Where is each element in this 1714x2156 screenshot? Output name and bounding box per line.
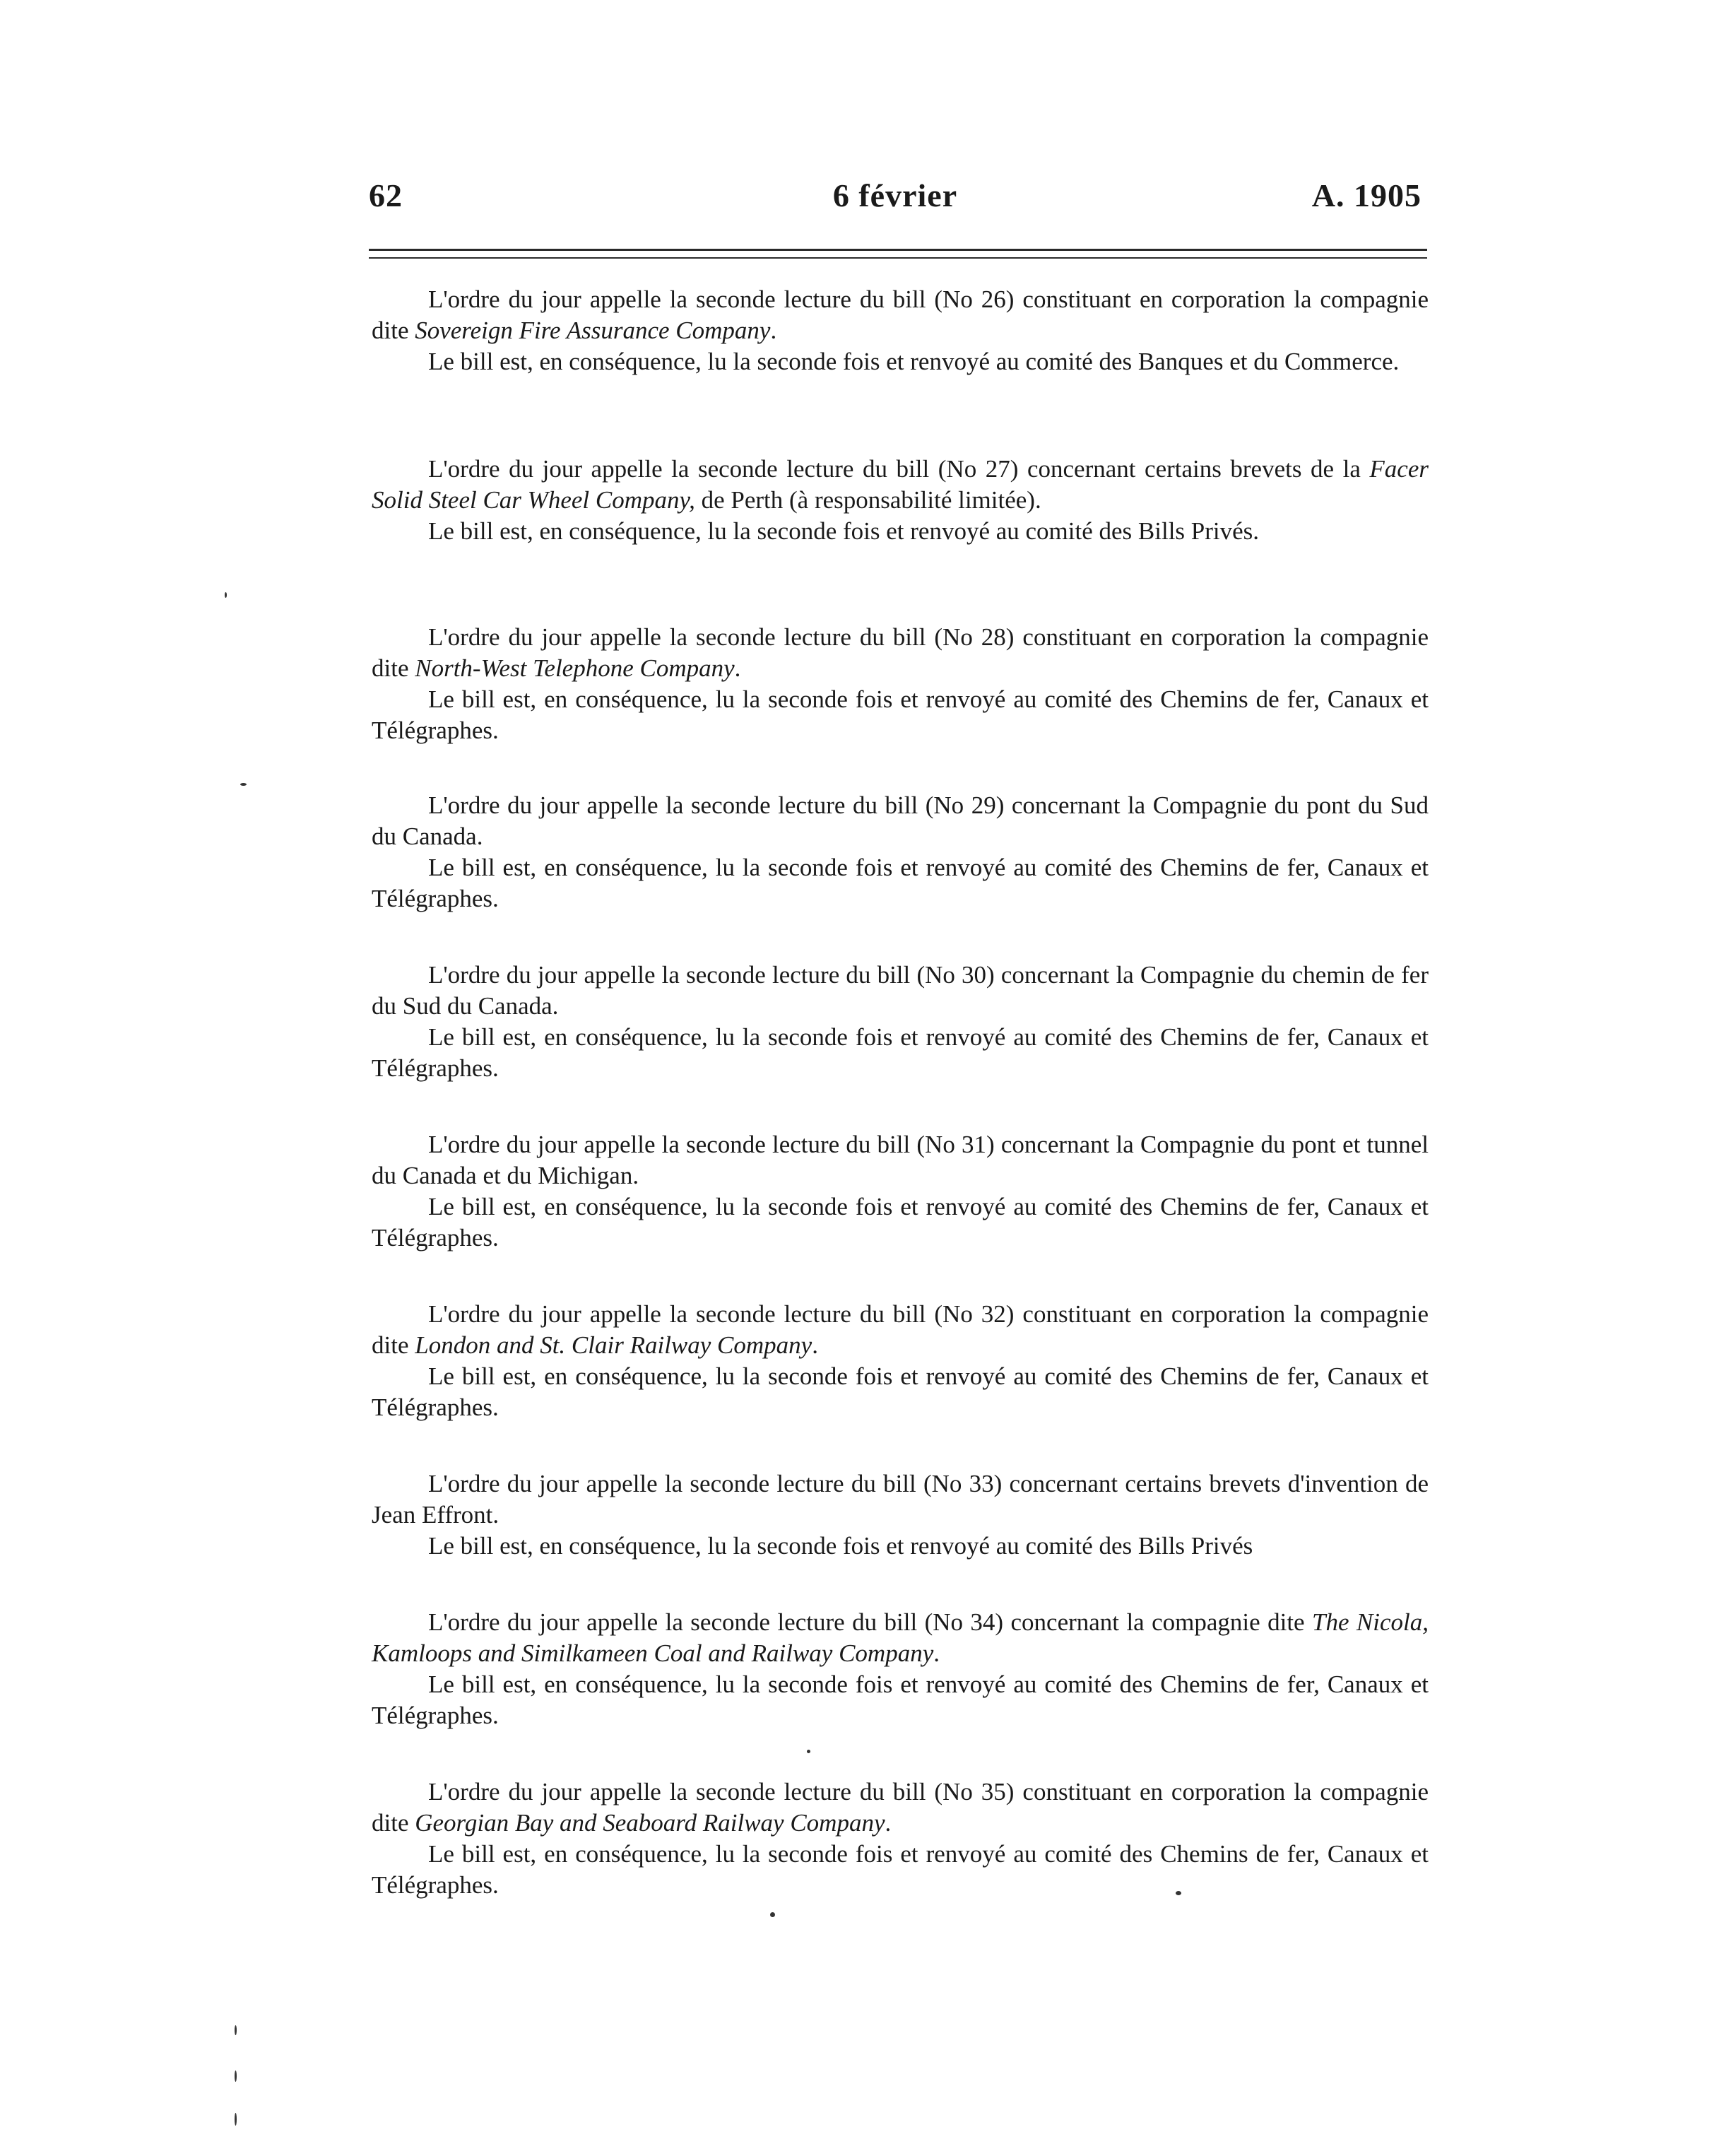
entry-bill-34	[372, 1607, 1429, 1731]
entry-bill-28	[372, 622, 1429, 746]
entry-ordre: L'ordre du jour appelle la seconde lecture du bill (No 35) constituant en corporation la compagnie dite Georgian Bay and Seaboard Railway Company.	[372, 1778, 1429, 1837]
page-year: A. 1905	[1311, 177, 1422, 213]
entry-bill-30	[372, 960, 1429, 1084]
company-name: Sovereign Fire Assurance Company	[415, 317, 771, 344]
page-header	[369, 177, 1422, 226]
company-name: Facer Solid Steel Car Wheel Company,	[372, 455, 1429, 514]
entry-ordre: L'ordre du jour appelle la seconde lecture du bill (No 29) concernant la Compagnie du pont du Sud du Canada.	[372, 791, 1429, 850]
entry-renvoi: Le bill est, en conséquence, lu la seconde fois et renvoyé au comité des Banques et du Commerce.	[428, 348, 1400, 375]
entry-bill-26	[372, 284, 1429, 377]
entry-bill-27	[372, 454, 1429, 547]
entry-bill-32	[372, 1299, 1429, 1423]
entry-renvoi: Le bill est, en conséquence, lu la seconde fois et renvoyé au comité des Chemins de fer, Canaux et Télégraphes.	[372, 854, 1429, 912]
entry-bill-29	[372, 790, 1429, 914]
entry-renvoi: Le bill est, en conséquence, lu la seconde fois et renvoyé au comité des Chemins de fer, Canaux et Télégraphes.	[372, 1023, 1429, 1082]
scan-speck	[1176, 1891, 1181, 1895]
header-rule-top	[369, 249, 1427, 251]
header-rule-bottom	[369, 257, 1427, 259]
company-name: London and St. Clair Railway Company	[415, 1331, 812, 1359]
scan-speck	[235, 2070, 237, 2082]
scan-speck	[235, 2025, 237, 2035]
entry-bill-33	[372, 1468, 1429, 1562]
page-number: 62	[369, 177, 403, 213]
entry-renvoi: Le bill est, en conséquence, lu la seconde fois et renvoyé au comité des Chemins de fer, Canaux et Télégraphes.	[372, 685, 1429, 744]
entry-ordre: L'ordre du jour appelle la seconde lecture du bill (No 32) constituant en corporation la compagnie dite London and St. Clair Railway Company.	[372, 1300, 1429, 1359]
page-date: 6 février	[832, 177, 958, 213]
entry-renvoi: Le bill est, en conséquence, lu la seconde fois et renvoyé au comité des Chemins de fer, Canaux et Télégraphes.	[372, 1193, 1429, 1251]
company-name: Georgian Bay and Seaboard Railway Company	[415, 1809, 885, 1837]
entry-ordre: L'ordre du jour appelle la seconde lecture du bill (No 33) concernant certains brevets d'invention de Jean Effront.	[372, 1470, 1429, 1528]
entry-ordre: L'ordre du jour appelle la seconde lecture du bill (No 30) concernant la Compagnie du chemin de fer du Sud du Canada.	[372, 961, 1429, 1020]
scan-speck	[807, 1750, 810, 1753]
entry-renvoi: Le bill est, en conséquence, lu la seconde fois et renvoyé au comité des Chemins de fer, Canaux et Télégraphes.	[372, 1840, 1429, 1899]
entry-bill-35	[372, 1777, 1429, 1901]
entry-ordre: L'ordre du jour appelle la seconde lecture du bill (No 28) constituant en corporation la compagnie dite North-West Telephone Company.	[372, 623, 1429, 682]
entry-ordre: L'ordre du jour appelle la seconde lecture du bill (No 26) constituant en corporation la compagnie dite Sovereign Fire Assurance Company.	[372, 285, 1429, 344]
company-name: The Nicola, Kamloops and Similkameen Coal and Railway Company	[372, 1608, 1429, 1667]
entry-renvoi: Le bill est, en conséquence, lu la seconde fois et renvoyé au comité des Bills Privés.	[428, 517, 1260, 545]
scan-speck	[770, 1912, 775, 1917]
entry-renvoi: Le bill est, en conséquence, lu la seconde fois et renvoyé au comité des Bills Privés	[428, 1532, 1253, 1560]
company-name: North-West Telephone Company	[415, 654, 735, 682]
entry-bill-31	[372, 1129, 1429, 1254]
scan-speck	[225, 592, 227, 598]
entry-ordre: L'ordre du jour appelle la seconde lecture du bill (No 34) concernant la compagnie dite The Nicola, Kamloops and Similkameen Coal and Railway Company.	[372, 1608, 1429, 1667]
entry-renvoi: Le bill est, en conséquence, lu la seconde fois et renvoyé au comité des Chemins de fer, Canaux et Télégraphes.	[372, 1671, 1429, 1729]
scan-speck	[235, 2113, 237, 2126]
scan-speck	[240, 783, 247, 786]
entry-ordre: L'ordre du jour appelle la seconde lecture du bill (No 31) concernant la Compagnie du pont et tunnel du Canada et du Michigan.	[372, 1131, 1429, 1189]
entry-renvoi: Le bill est, en conséquence, lu la seconde fois et renvoyé au comité des Chemins de fer, Canaux et Télégraphes.	[372, 1362, 1429, 1421]
entry-ordre: L'ordre du jour appelle la seconde lecture du bill (No 27) concernant certains brevets de la Facer Solid Steel Car Wheel Company, de Perth (à responsabilité limitée).	[372, 455, 1429, 514]
